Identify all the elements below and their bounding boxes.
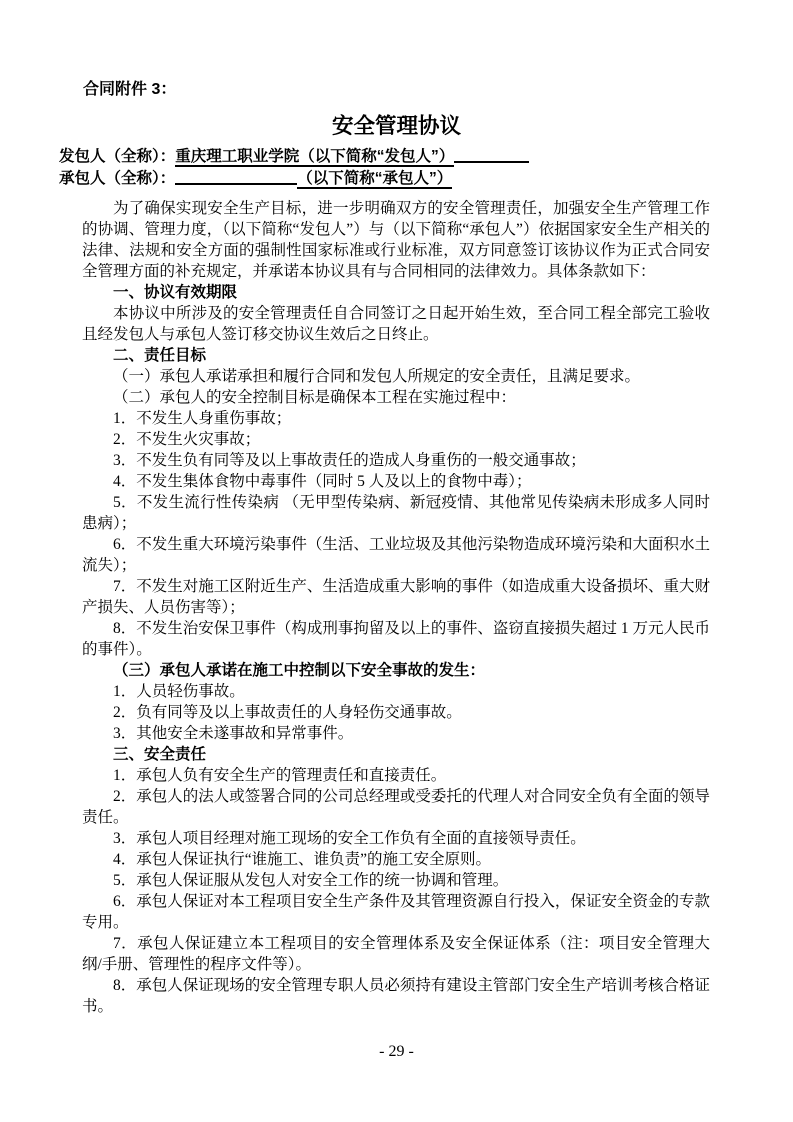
list-item: 2．不发生火灾事故； bbox=[113, 431, 261, 448]
list-item: 4．承包人保证执行“谁施工、谁负责”的施工安全原则。 bbox=[113, 851, 492, 868]
list-item: 3．其他安全未遂事故和异常事件。 bbox=[113, 725, 354, 742]
section-heading-1: 一、协议有效期限 bbox=[113, 284, 238, 301]
blank-underline bbox=[454, 146, 529, 163]
list-item: 3．不发生负有同等及以上事故责任的造成人身重伤的一般交通事故； bbox=[113, 452, 586, 469]
section-heading-3: 三、安全责任 bbox=[113, 746, 207, 763]
section-heading-2: 二、责任目标 bbox=[113, 347, 207, 364]
list-item: 7．不发生对施工区附近生产、生活造成重大影响的事件（如造成重大设备损坏、重大财产损失、人员伤害等）； bbox=[82, 578, 710, 616]
page-number: - 29 - bbox=[379, 1043, 414, 1060]
subsection-heading-3: （三）承包人承诺在施工中控制以下安全事故的发生： bbox=[113, 662, 486, 679]
list-item: 4．不发生集体食物中毒事件（同时 5 人及以上的食物中毒）； bbox=[113, 473, 532, 490]
paragraph-intro: 为了确保实现安全生产目标，进一步明确双方的安全管理责任，加强安全生产管理工作的协调、管理力度，（以下简称“发包人”）与（以下简称“承包人”）依据国家安全生产相关的法律、法规和安全方面的强制性国家标准或行业标准，双方同意签订该协议作为正式合同安全管理方面的补充规定，并承诺本协议具有与合同相同的法律效力。具体条款如下： bbox=[82, 200, 710, 280]
list-item: 8．承包人保证现场的安全管理专职人员必须持有建设主管部门安全生产培训考核合格证书。 bbox=[82, 977, 710, 1015]
list-item: 7．承包人保证建立本工程项目的安全管理体系及安全保证体系（注：项目安全管理大纲/手册、管理性的程序文件等）。 bbox=[82, 935, 710, 973]
list-item: 5．不发生流行性传染病 （无甲型传染病、新冠疫情、其他常见传染病未形成多人同时患病）； bbox=[82, 494, 710, 532]
list-item: 3．承包人项目经理对施工现场的安全工作负有全面的直接领导责任。 bbox=[113, 830, 586, 847]
list-item: 8．不发生治安保卫事件（构成刑事拘留及以上的事件、盗窃直接损失超过 1 万元人民币的事件）。 bbox=[82, 620, 710, 658]
party-line-employer bbox=[59, 146, 723, 168]
document-title: 安全管理协议 bbox=[331, 114, 461, 138]
party-value-contractor: （以下简称“承包人”） bbox=[297, 169, 453, 187]
list-item: 6．不发生重大环境污染事件（生活、工业垃圾及其他污染物造成环境污染和大面积水土流失）； bbox=[82, 536, 710, 574]
list-item: 5．承包人保证服从发包人对安全工作的统一协调和管理。 bbox=[113, 872, 509, 889]
list-item: 1．人员轻伤事故。 bbox=[113, 683, 245, 700]
blank-underline bbox=[175, 168, 297, 185]
party-value-employer: 重庆理工职业学院（以下简称“发包人”） bbox=[175, 148, 455, 165]
list-item: 1．不发生人身重伤事故； bbox=[113, 410, 292, 427]
paragraph: （二）承包人的安全控制目标是确保本工程在实施过程中： bbox=[113, 389, 517, 406]
list-item: 6．承包人保证对本工程项目安全生产条件及其管理资源自行投入，保证安全资金的专款专用。 bbox=[82, 893, 710, 931]
paragraph: 本协议中所涉及的安全管理责任自合同签订之日起开始生效，至合同工程全部完工验收且经发包人与承包人签订移交协议生效后之日终止。 bbox=[82, 305, 710, 343]
list-item: 1．承包人负有安全生产的管理责任和直接责任。 bbox=[113, 767, 447, 784]
party-label-employer: 发包人（全称）： bbox=[59, 148, 176, 165]
paragraph: （一）承包人承诺承担和履行合同和发包人所规定的安全责任，且满足要求。 bbox=[113, 368, 641, 385]
attachment-label: 合同附件 3： bbox=[83, 81, 177, 98]
list-item: 2．负有同等及以上事故责任的人身轻伤交通事故。 bbox=[113, 704, 462, 721]
document-body bbox=[82, 198, 710, 1017]
list-item: 2．承包人的法人或签署合同的公司总经理或受委托的代理人对合同安全负有全面的领导责任。 bbox=[82, 788, 710, 826]
party-line-contractor bbox=[59, 168, 723, 190]
party-section bbox=[59, 146, 723, 189]
party-label-contractor: 承包人（全称）： bbox=[59, 169, 176, 187]
